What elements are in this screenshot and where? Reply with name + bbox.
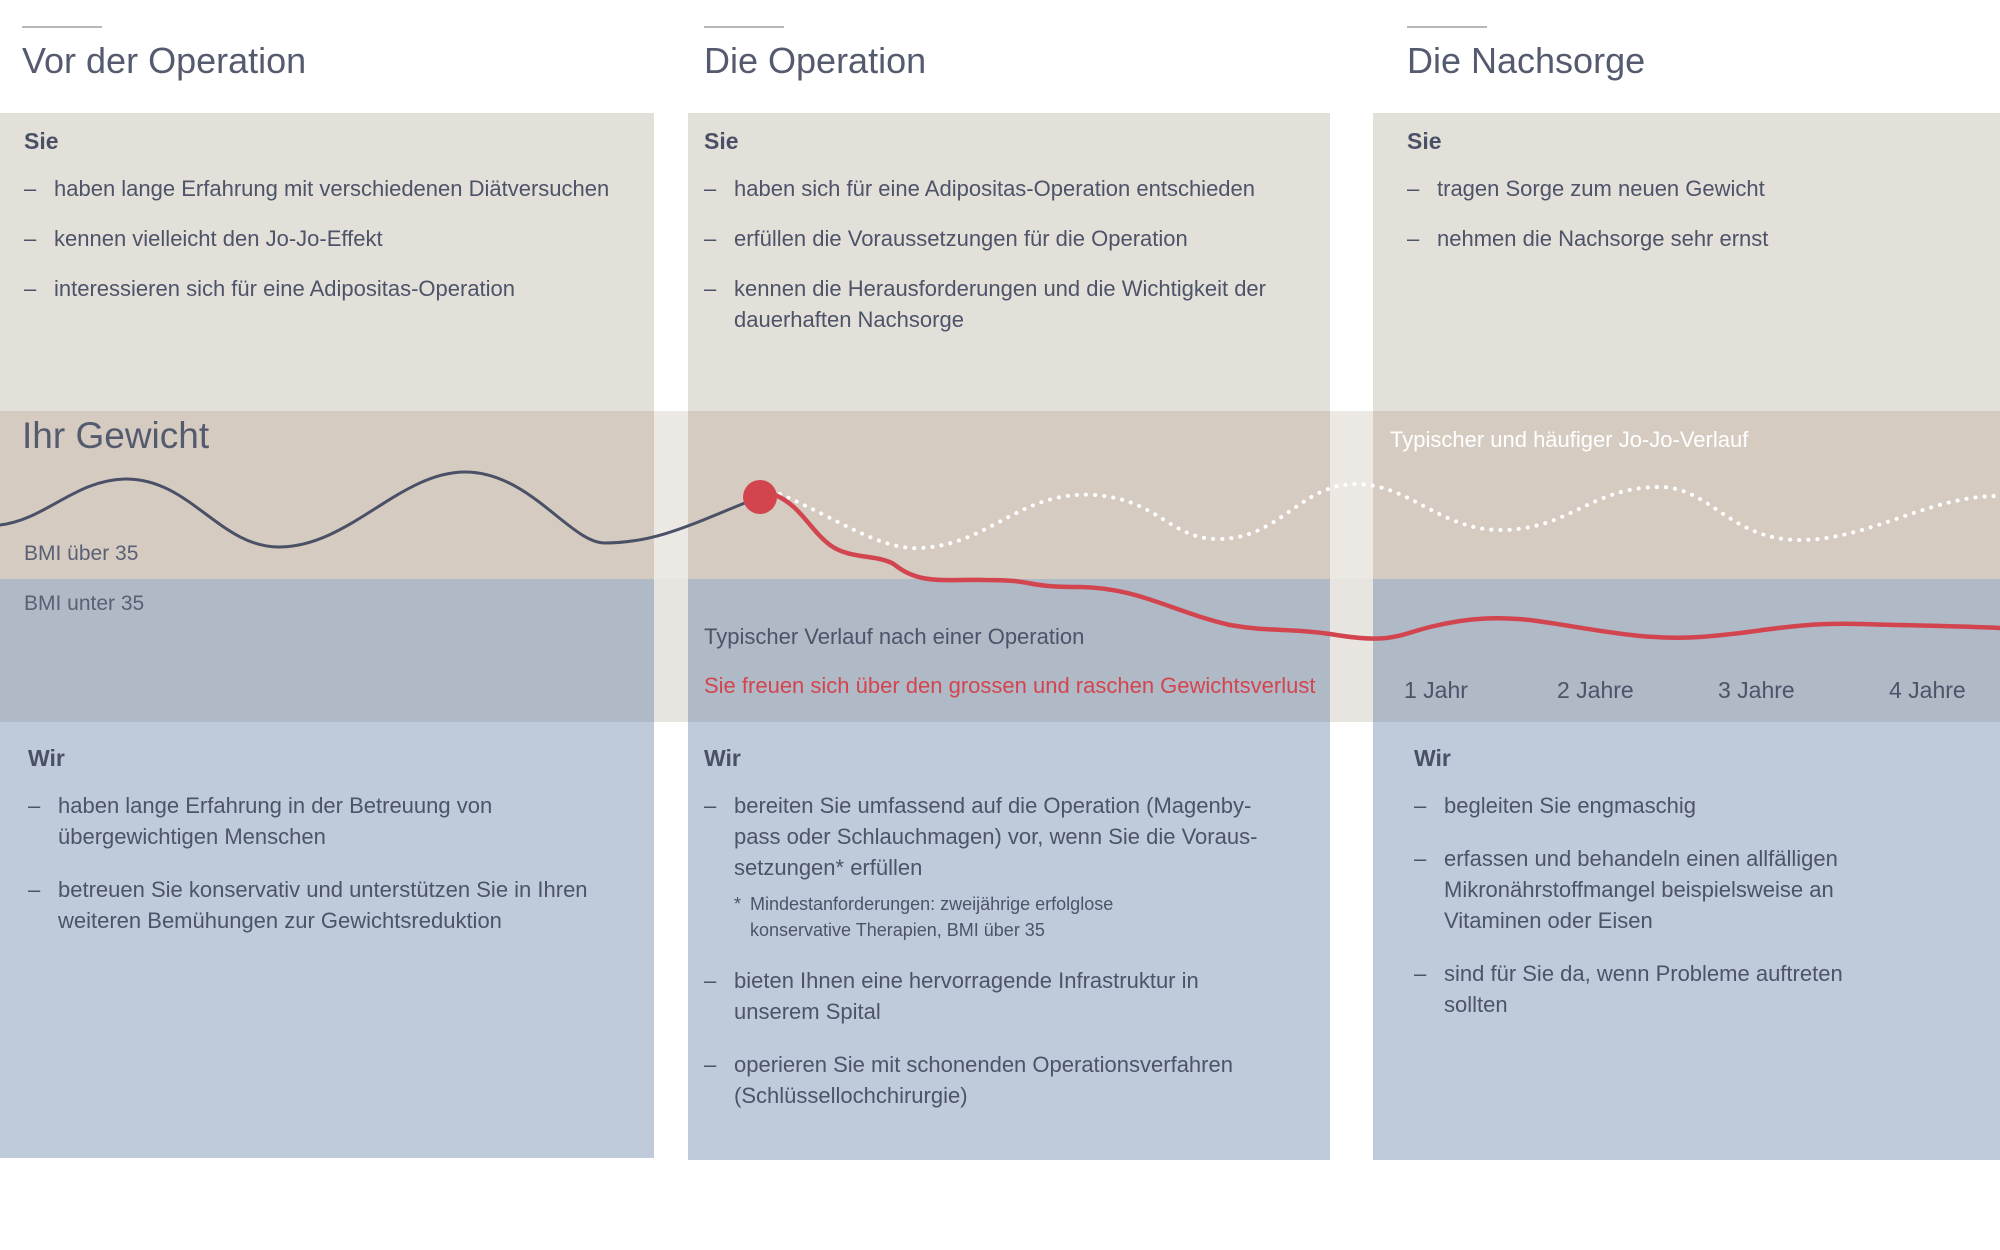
band-gap-top-2: [1330, 411, 1373, 579]
weight-loss-label: Sie freuen sich über den grossen und raschen Gewichtsverlust: [704, 673, 1316, 698]
sie-label-before: Sie: [24, 128, 59, 154]
band-bmi-under-operation: [688, 579, 1330, 722]
list-item: – nehmen die Nachsorge sehr ernst: [1407, 223, 1967, 254]
column-title-aftercare: Die Nachsorge: [1407, 40, 1646, 81]
list-item: – erfüllen die Voraussetzungen für die Operation: [704, 223, 1294, 254]
band-gap-bot-2: [1330, 579, 1373, 722]
year-label-1: 1 Jahr: [1404, 677, 1468, 703]
wir-label-aftercare: Wir: [1414, 745, 1451, 771]
weight-chart-title: Ihr Gewicht: [22, 415, 210, 456]
list-item: – interessieren sich für eine Adipositas-Operation: [24, 273, 644, 304]
after-op-label: Typischer Verlauf nach einer Operation: [704, 624, 1085, 649]
band-gap-top-1: [654, 411, 688, 579]
wir-panel-before: [0, 722, 654, 1158]
list-item: – bieten Ihnen eine hervorragende Infrastruktur in unserem Spital: [704, 965, 1274, 1027]
list-item: – sind für Sie da, wenn Probleme auftreten sollten: [1414, 958, 1904, 1020]
title-rule-3: [1407, 26, 1487, 28]
list-item: – tragen Sorge zum neuen Gewicht: [1407, 173, 1967, 204]
bmi-over-label: BMI über 35: [24, 542, 139, 565]
band-gap-bot-1: [654, 579, 688, 722]
sie-label-operation: Sie: [704, 128, 739, 154]
list-item: – begleiten Sie engmaschig: [1414, 790, 1904, 821]
list-item: – erfassen und behandeln einen allfälligen Mikronährstoffmangel beispielsweise an Vitaminen oder Eisen: [1414, 843, 1884, 936]
wir-label-before: Wir: [28, 745, 65, 771]
footnote-text: Mindestanforderungen: zweijährige erfolglose konservative Therapien, BMI über 35: [750, 894, 1114, 940]
jojo-label: Typischer und häufiger Jo-Jo-Verlauf: [1390, 427, 1749, 452]
list-item: – haben lange Erfahrung mit verschiedenen Diätversuchen: [24, 173, 644, 204]
wir-label-operation: Wir: [704, 745, 741, 771]
list-item: – operieren Sie mit schonenden Operationsverfahren (Schlüssellochchirurgie): [704, 1049, 1274, 1111]
year-label-2: 2 Jahre: [1557, 677, 1634, 703]
list-item: [704, 790, 1274, 943]
wir-item-text: bereiten Sie umfassend auf die Operation (Magenby-pass oder Schlauchmagen) vor, wenn Sie die Voraus-setzungen* erfüllen: [734, 793, 1258, 880]
year-label-4: 4 Jahre: [1889, 677, 1966, 703]
sie-list-before: [24, 173, 644, 304]
wir-list-operation: [704, 790, 1274, 1111]
band-bmi-over-operation: [688, 411, 1330, 579]
sie-list-aftercare: [1407, 173, 1967, 254]
column-title-operation: Die Operation: [704, 40, 927, 81]
list-item: – haben lange Erfahrung in der Betreuung von übergewichtigen Menschen: [28, 790, 598, 852]
wir-list-before: [28, 790, 598, 936]
wir-list-aftercare: [1414, 790, 1904, 1020]
title-rule-1: [22, 26, 102, 28]
title-rule-2: [704, 26, 784, 28]
sie-panel-aftercare: [1373, 113, 2000, 411]
sie-list-operation: [704, 173, 1294, 335]
list-item: – betreuen Sie konservativ und unterstützen Sie in Ihren weiteren Bemühungen zur Gewichtsreduktion: [28, 874, 598, 936]
footnote: [734, 891, 1274, 943]
list-item: – haben sich für eine Adipositas-Operation entschieden: [704, 173, 1294, 204]
column-title-before: Vor der Operation: [22, 40, 307, 81]
bmi-under-label: BMI unter 35: [24, 592, 145, 615]
year-label-3: 3 Jahre: [1718, 677, 1795, 703]
footnote-mark: *: [734, 894, 742, 914]
list-item: – kennen die Herausforderungen und die Wichtigkeit der dauerhaften Nachsorge: [704, 273, 1294, 335]
list-item: – kennen vielleicht den Jo-Jo-Effekt: [24, 223, 644, 254]
sie-label-aftercare: Sie: [1407, 128, 1442, 154]
